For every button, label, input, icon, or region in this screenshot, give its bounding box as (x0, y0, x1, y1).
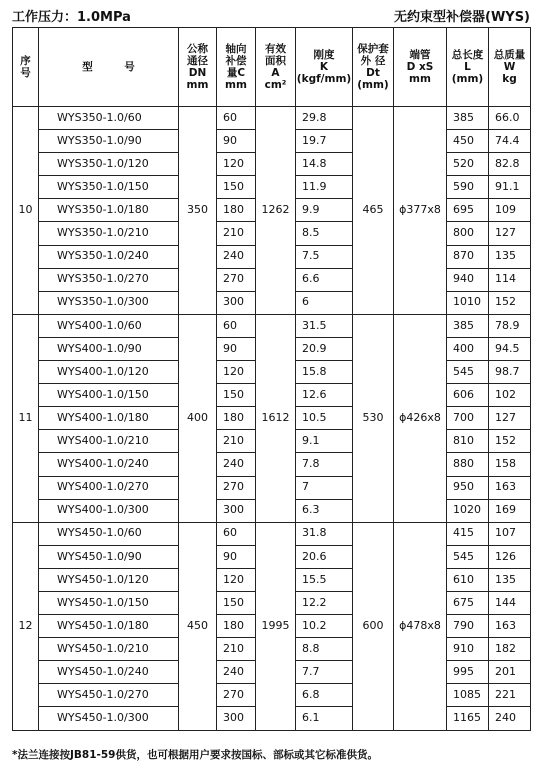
total-length: 790 (447, 615, 489, 638)
model-cell: WYS450-1.0/60 (39, 522, 179, 545)
model-cell: WYS350-1.0/300 (39, 291, 179, 314)
model-cell: WYS350-1.0/210 (39, 222, 179, 245)
total-weight: 152 (489, 430, 531, 453)
axial-stroke: 150 (217, 384, 256, 407)
header-line: cm² (264, 79, 287, 92)
total-weight: 127 (489, 222, 531, 245)
sleeve-diameter: 600 (353, 522, 394, 730)
header-line: D xS (406, 60, 434, 73)
total-length: 545 (447, 545, 489, 568)
total-length: 995 (447, 661, 489, 684)
axial-stroke: 150 (217, 591, 256, 614)
sleeve-diameter: 465 (353, 107, 394, 315)
total-weight: 98.7 (489, 361, 531, 384)
total-weight: 127 (489, 407, 531, 430)
stiffness: 15.8 (296, 361, 353, 384)
axial-stroke: 210 (217, 638, 256, 661)
total-length: 590 (447, 176, 489, 199)
header-line: mm (186, 79, 209, 92)
model-cell: WYS450-1.0/180 (39, 615, 179, 638)
stiffness: 7.5 (296, 245, 353, 268)
sleeve-diameter: 530 (353, 314, 394, 522)
stiffness: 10.5 (296, 407, 353, 430)
total-length: 385 (447, 107, 489, 130)
model-cell: WYS400-1.0/90 (39, 337, 179, 360)
total-length: 415 (447, 522, 489, 545)
model-cell: WYS450-1.0/270 (39, 684, 179, 707)
header-line: kg (502, 73, 517, 86)
axial-stroke: 300 (217, 707, 256, 730)
stiffness: 20.9 (296, 337, 353, 360)
nominal-diameter: 400 (179, 314, 217, 522)
axial-stroke: 90 (217, 545, 256, 568)
header-line: DN (188, 67, 207, 79)
total-weight: 182 (489, 638, 531, 661)
model-cell: WYS450-1.0/120 (39, 568, 179, 591)
col-stiffness-header (296, 28, 353, 107)
col-dn-header (179, 28, 217, 107)
header-line: (kgf/mm) (296, 73, 352, 86)
header-line: mm (225, 79, 247, 92)
stiffness: 20.6 (296, 545, 353, 568)
axial-stroke: 120 (217, 568, 256, 591)
total-weight: 163 (489, 476, 531, 499)
stiffness: 10.2 (296, 615, 353, 638)
header-line: 轴向 (225, 42, 247, 55)
nominal-diameter: 450 (179, 522, 217, 730)
end-pipe: ϕ478x8 (394, 522, 447, 730)
total-length: 385 (447, 314, 489, 337)
stiffness: 7 (296, 476, 353, 499)
spec-table (12, 27, 531, 731)
model-cell: WYS350-1.0/270 (39, 268, 179, 291)
col-area-header (256, 28, 296, 107)
axial-stroke: 300 (217, 291, 256, 314)
total-weight: 163 (489, 615, 531, 638)
stiffness: 14.8 (296, 153, 353, 176)
header-line: mm (409, 73, 431, 86)
header-line: 补偿 (225, 54, 247, 67)
header-line: 号 (20, 67, 31, 79)
header-line: 有效 (265, 42, 286, 55)
axial-stroke: 270 (217, 476, 256, 499)
total-weight: 221 (489, 684, 531, 707)
end-pipe: ϕ426x8 (394, 314, 447, 522)
total-length: 1085 (447, 684, 489, 707)
total-length: 1165 (447, 707, 489, 730)
stiffness: 6.3 (296, 499, 353, 522)
effective-area: 1995 (256, 522, 296, 730)
group-number: 11 (13, 314, 39, 522)
total-weight: 152 (489, 291, 531, 314)
axial-stroke: 150 (217, 176, 256, 199)
stiffness: 8.8 (296, 638, 353, 661)
table-body (13, 107, 531, 731)
total-length: 695 (447, 199, 489, 222)
header-line: 保护套 (357, 42, 389, 55)
total-weight: 201 (489, 661, 531, 684)
axial-stroke: 60 (217, 522, 256, 545)
total-weight: 169 (489, 499, 531, 522)
header-line: L (464, 60, 471, 73)
stiffness: 7.7 (296, 661, 353, 684)
stiffness: 8.5 (296, 222, 353, 245)
total-weight: 78.9 (489, 314, 531, 337)
header-line: (mm) (451, 73, 484, 86)
header-line: 公称 (187, 42, 208, 55)
model-cell: WYS450-1.0/150 (39, 591, 179, 614)
axial-stroke: 300 (217, 499, 256, 522)
total-length: 1020 (447, 499, 489, 522)
total-weight: 107 (489, 522, 531, 545)
page-header (12, 6, 530, 26)
nominal-diameter: 350 (179, 107, 217, 315)
total-weight: 109 (489, 199, 531, 222)
axial-stroke: 180 (217, 407, 256, 430)
model-cell: WYS400-1.0/240 (39, 453, 179, 476)
total-length: 950 (447, 476, 489, 499)
stiffness: 6.1 (296, 707, 353, 730)
total-length: 545 (447, 361, 489, 384)
total-weight: 114 (489, 268, 531, 291)
total-length: 870 (447, 245, 489, 268)
table-row (13, 522, 531, 545)
header-line: 序 (20, 54, 31, 67)
header-line: 量C (226, 67, 246, 79)
total-weight: 240 (489, 707, 531, 730)
axial-stroke: 120 (217, 361, 256, 384)
total-length: 880 (447, 453, 489, 476)
total-weight: 74.4 (489, 130, 531, 153)
model-cell: WYS450-1.0/300 (39, 707, 179, 730)
stiffness: 15.5 (296, 568, 353, 591)
axial-stroke: 120 (217, 153, 256, 176)
col-weight-header (489, 28, 531, 107)
table-title: 无约束型补偿器(WYS) (394, 10, 530, 25)
axial-stroke: 180 (217, 615, 256, 638)
total-weight: 126 (489, 545, 531, 568)
axial-stroke: 60 (217, 107, 256, 130)
header-line: W (503, 60, 516, 73)
total-length: 940 (447, 268, 489, 291)
total-weight: 82.8 (489, 153, 531, 176)
total-length: 800 (447, 222, 489, 245)
total-length: 400 (447, 337, 489, 360)
header-line: 通径 (187, 54, 208, 67)
axial-stroke: 270 (217, 684, 256, 707)
col-stroke-header (217, 28, 256, 107)
model-cell: WYS350-1.0/150 (39, 176, 179, 199)
model-cell: WYS450-1.0/210 (39, 638, 179, 661)
stiffness: 31.8 (296, 522, 353, 545)
group-number: 12 (13, 522, 39, 730)
axial-stroke: 210 (217, 430, 256, 453)
axial-stroke: 270 (217, 268, 256, 291)
col-model-header (39, 28, 179, 107)
total-length: 700 (447, 407, 489, 430)
model-cell: WYS400-1.0/150 (39, 384, 179, 407)
model-cell: WYS350-1.0/180 (39, 199, 179, 222)
axial-stroke: 60 (217, 314, 256, 337)
stiffness: 12.2 (296, 591, 353, 614)
header-line: A (271, 67, 280, 79)
group-number: 10 (13, 107, 39, 315)
stiffness: 19.7 (296, 130, 353, 153)
model-cell: WYS350-1.0/120 (39, 153, 179, 176)
end-pipe: ϕ377x8 (394, 107, 447, 315)
header-line: 刚度 (313, 48, 335, 61)
total-weight: 91.1 (489, 176, 531, 199)
total-weight: 135 (489, 245, 531, 268)
total-length: 450 (447, 130, 489, 153)
total-length: 610 (447, 568, 489, 591)
total-length: 910 (447, 638, 489, 661)
total-weight: 144 (489, 591, 531, 614)
header-line: 外 径 (360, 54, 386, 67)
axial-stroke: 90 (217, 337, 256, 360)
table-row (13, 314, 531, 337)
header-line: 总长度 (451, 48, 484, 61)
footnote: *法兰连接按JB81-59供货，也可根据用户要求按国标、部标或其它标准供货。 (12, 749, 378, 761)
col-pipe-header (394, 28, 447, 107)
model-cell: WYS450-1.0/240 (39, 661, 179, 684)
stiffness: 9.1 (296, 430, 353, 453)
axial-stroke: 90 (217, 130, 256, 153)
total-weight: 102 (489, 384, 531, 407)
col-length-header (447, 28, 489, 107)
total-length: 810 (447, 430, 489, 453)
total-weight: 135 (489, 568, 531, 591)
model-cell: WYS400-1.0/270 (39, 476, 179, 499)
model-cell: WYS400-1.0/210 (39, 430, 179, 453)
model-cell: WYS350-1.0/60 (39, 107, 179, 130)
model-cell: WYS350-1.0/90 (39, 130, 179, 153)
header-line: (mm) (357, 79, 389, 92)
model-cell: WYS400-1.0/60 (39, 314, 179, 337)
total-weight: 94.5 (489, 337, 531, 360)
effective-area: 1612 (256, 314, 296, 522)
header-line: 型 号 (82, 60, 135, 73)
total-weight: 66.0 (489, 107, 531, 130)
model-cell: WYS450-1.0/90 (39, 545, 179, 568)
header-line: Dt (366, 67, 380, 79)
axial-stroke: 240 (217, 661, 256, 684)
total-length: 1010 (447, 291, 489, 314)
col-no-header (13, 28, 39, 107)
stiffness: 31.5 (296, 314, 353, 337)
effective-area: 1262 (256, 107, 296, 315)
axial-stroke: 210 (217, 222, 256, 245)
stiffness: 6.6 (296, 268, 353, 291)
table-row (13, 107, 531, 130)
stiffness: 11.9 (296, 176, 353, 199)
stiffness: 9.9 (296, 199, 353, 222)
axial-stroke: 180 (217, 199, 256, 222)
stiffness: 6 (296, 291, 353, 314)
stiffness: 12.6 (296, 384, 353, 407)
stiffness: 6.8 (296, 684, 353, 707)
total-length: 606 (447, 384, 489, 407)
col-sleeve-header (353, 28, 394, 107)
stiffness: 29.8 (296, 107, 353, 130)
header-line: 面积 (265, 54, 286, 67)
model-cell: WYS400-1.0/300 (39, 499, 179, 522)
axial-stroke: 240 (217, 245, 256, 268)
model-cell: WYS400-1.0/120 (39, 361, 179, 384)
model-cell: WYS350-1.0/240 (39, 245, 179, 268)
model-cell: WYS400-1.0/180 (39, 407, 179, 430)
total-length: 520 (447, 153, 489, 176)
working-pressure: 工作压力：1.0MPa (12, 10, 131, 25)
total-length: 675 (447, 591, 489, 614)
header-row (13, 28, 531, 107)
total-weight: 158 (489, 453, 531, 476)
header-line: 端管 (409, 48, 431, 61)
header-line: K (319, 60, 329, 73)
header-line: 总质量 (493, 48, 526, 61)
axial-stroke: 240 (217, 453, 256, 476)
stiffness: 7.8 (296, 453, 353, 476)
